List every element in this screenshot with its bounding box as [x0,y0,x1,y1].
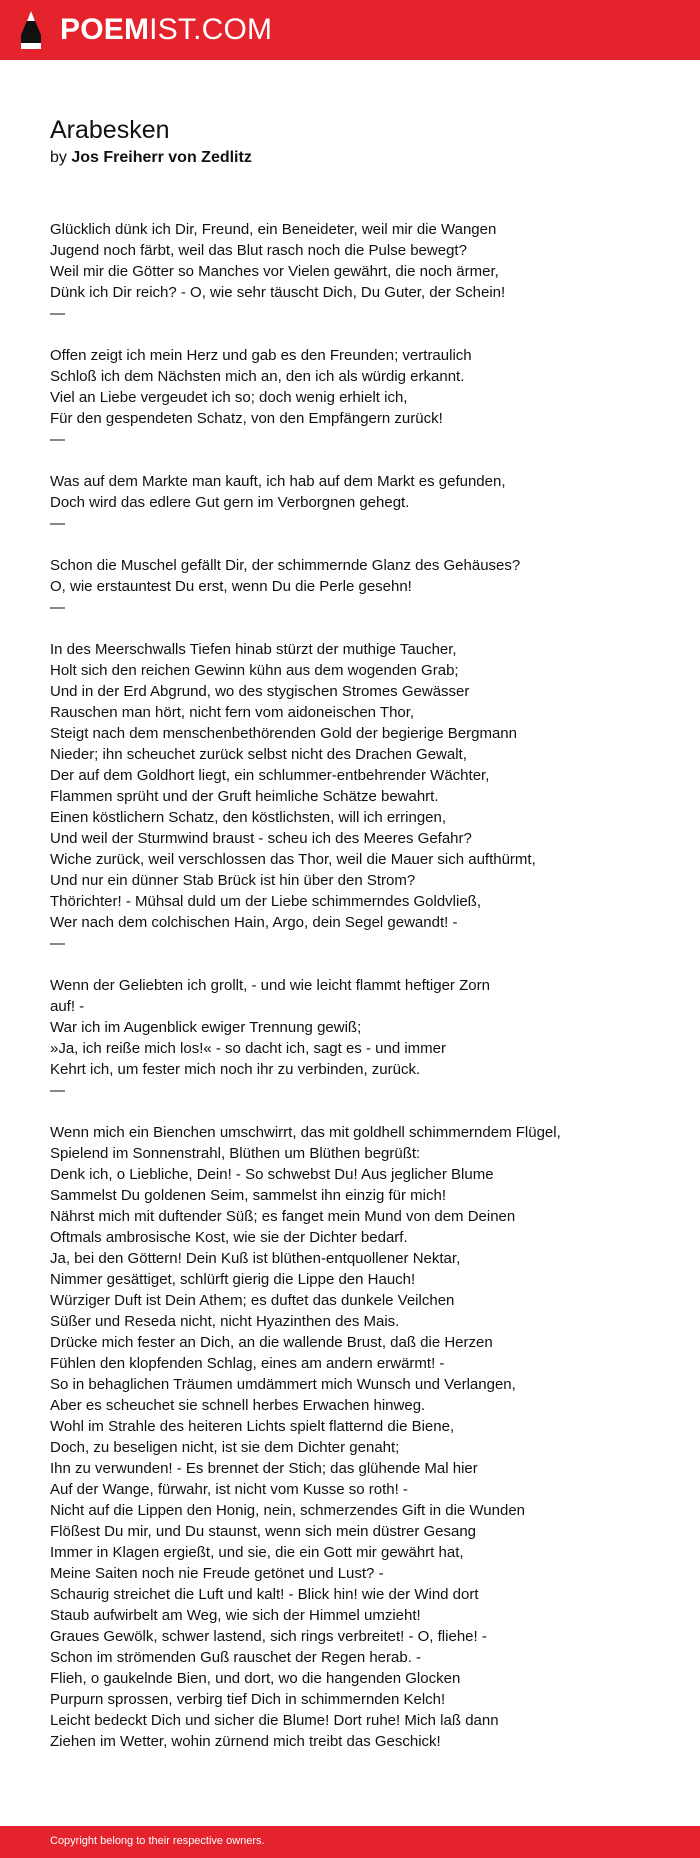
poem-line: Leicht bedeckt Dich und sicher die Blume! Dort ruhe! Mich laß dann [50,1712,499,1729]
poem-line: So in behaglichen Träumen umdämmert mich Wunsch und Verlangen, [50,1376,516,1393]
poem-stanza [50,639,670,954]
poem-line: Auf der Wange, fürwahr, ist nicht vom Kusse so roth! - [50,1481,408,1498]
poem-line: Für den gespendeten Schatz, von den Empfängern zurück! [50,410,443,427]
byline-prefix: by [50,149,72,166]
poem-line: Und weil der Sturmwind braust - scheu ich des Meeres Gefahr? [50,830,472,847]
poem-line: Offen zeigt ich mein Herz und gab es den Freunden; vertraulich [50,347,472,364]
poem-line: Wenn mich ein Bienchen umschwirrt, das mit goldhell schimmerndem Flügel, [50,1124,561,1141]
poem-line: Graues Gewölk, schwer lastend, sich rings verbreitet! - O, fliehe! - [50,1628,487,1645]
poem-line: Fühlen den klopfenden Schlag, eines am andern erwärmt! - [50,1355,445,1372]
poem-line: Einen köstlichern Schatz, den köstlichsten, will ich erringen, [50,809,447,826]
stanza-separator: — [50,431,65,448]
poem-stanza [50,1122,670,1752]
copyright-text: Copyright belong to their respective owners. [50,1835,265,1847]
poem-line: Würziger Duft ist Dein Athem; es duftet das dunkele Veilchen [50,1292,455,1309]
poem-line: Und nur ein dünner Stab Brück ist hin über den Strom? [50,872,416,889]
poem-line: Wenn der Geliebten ich grollt, - und wie leicht flammt heftiger Zorn [50,977,490,994]
poem-line: Glücklich dünk ich Dir, Freund, ein Beneideter, weil mir die Wangen [50,221,497,238]
poem-line: Steigt nach dem menschenbethörenden Gold der begierige Bergmann [50,725,517,742]
poem-line: Nieder; ihn scheuchet zurück selbst nicht des Drachen Gewalt, [50,746,467,763]
poem-line: Süßer und Reseda nicht, nicht Hyazinthen des Mais. [50,1313,400,1330]
poem-line: Nicht auf die Lippen den Honig, nein, schmerzendes Gift in die Wunden [50,1502,526,1519]
poem-stanza [50,345,670,450]
stanza-separator: — [50,1082,65,1099]
poem-line: Immer in Klagen ergießt, und sie, die ein Gott mir gewährt hat, [50,1544,464,1561]
poem-line: Kehrt ich, um fester mich noch ihr zu verbinden, zurück. [50,1061,421,1078]
poem-stanza [50,975,670,1101]
poem-line: Nimmer gesättiget, schlürft gierig die Lippe den Hauch! [50,1271,416,1288]
pencil-icon[interactable] [18,9,44,53]
poem-line: Ja, bei den Göttern! Dein Kuß ist blüthen-entquollener Nektar, [50,1250,461,1267]
poem-line: Flößest Du mir, und Du staunst, wenn sich mein düstrer Gesang [50,1523,477,1540]
poem-line: Schloß ich dem Nächsten mich an, den ich als würdig erkannt. [50,368,465,385]
poem-line: Spielend im Sonnenstrahl, Blüthen um Blüthen begrüßt: [50,1145,421,1162]
poem-line: Schon die Muschel gefällt Dir, der schimmernde Glanz des Gehäuses? [50,557,521,574]
poem-line: Wiche zurück, weil verschlossen das Thor, weil die Mauer sich aufthürmt, [50,851,536,868]
site-footer [0,1826,700,1858]
poem-line: Schaurig streichet die Luft und kalt! - Blick hin! wie der Wind dort [50,1586,479,1603]
poem-line: Was auf dem Markte man kauft, ich hab auf dem Markt es gefunden, [50,473,506,490]
poem-body [50,219,670,1773]
poem-line: Nährst mich mit duftender Süß; es fanget mein Mund von dem Deinen [50,1208,516,1225]
poem-line: Wer nach dem colchischen Hain, Argo, dein Segel gewandt! - [50,914,458,931]
poem-line: Rauschen man hört, nicht fern vom aidoneischen Thor, [50,704,415,721]
poem-line: Weil mir die Götter so Manches vor Vielen gewährt, die noch ärmer, [50,263,499,280]
poem-stanza [50,471,670,534]
poem-title: Arabesken [50,116,170,144]
poem-line: Staub aufwirbelt am Weg, wie sich der Himmel umzieht! [50,1607,421,1624]
poem-line: Doch wird das edlere Gut gern im Verborgnen gehegt. [50,494,410,511]
poem-line: Thörichter! - Mühsal duld um der Liebe schimmerndes Goldvließ, [50,893,482,910]
poem-line: Aber es scheuchet sie schnell herbes Erwachen hinweg. [50,1397,426,1414]
logo-light-text: IST.COM [149,13,273,46]
author-name[interactable]: Jos Freiherr von Zedlitz [71,149,252,166]
poem-stanza [50,555,670,618]
poem-line: Wohl im Strahle des heiteren Lichts spielt flatternd die Biene, [50,1418,455,1435]
site-header [0,0,700,60]
poem-line: Meine Saiten noch nie Freude getönet und Lust? - [50,1565,384,1582]
poem-line: Purpurn sprossen, verbirg tief Dich in schimmernden Kelch! [50,1691,446,1708]
poem-line: Holt sich den reichen Gewinn kühn aus dem wogenden Grab; [50,662,459,679]
poem-line: Denk ich, o Liebliche, Dein! - So schwebst Du! Aus jeglicher Blume [50,1166,494,1183]
stanza-separator: — [50,305,65,322]
stanza-separator: — [50,935,65,952]
poem-line: auf! - [50,998,85,1015]
poem-line: Der auf dem Goldhort liegt, ein schlummer-entbehrender Wächter, [50,767,490,784]
poem-line: O, wie erstauntest Du erst, wenn Du die Perle gesehn! [50,578,412,595]
logo-bold-text: POEM [60,13,150,46]
poem-stanza [50,219,670,324]
poem-line: Ziehen im Wetter, wohin zürnend mich treibt das Geschick! [50,1733,441,1750]
poem-line: »Ja, ich reiße mich los!« - so dacht ich, sagt es - und immer [50,1040,446,1057]
poem-line: Schon im strömenden Guß rauschet der Regen herab. - [50,1649,422,1666]
poem-line: Jugend noch färbt, weil das Blut rasch noch die Pulse bewegt? [50,242,467,259]
site-logo[interactable] [60,10,272,50]
poem-line: Drücke mich fester an Dich, an die wallende Brust, daß die Herzen [50,1334,493,1351]
author-byline [50,149,252,167]
stanza-separator: — [50,599,65,616]
poem-line: In des Meerschwalls Tiefen hinab stürzt der muthige Taucher, [50,641,457,658]
poem-line: Flammen sprüht und der Gruft heimliche Schätze bewahrt. [50,788,439,805]
poem-line: Doch, zu beseligen nicht, ist sie dem Dichter genaht; [50,1439,400,1456]
poem-line: Sammelst Du goldenen Seim, sammelst ihn einzig für mich! [50,1187,446,1204]
poem-line: Und in der Erd Abgrund, wo des stygischen Stromes Gewässer [50,683,470,700]
poem-line: Viel an Liebe vergeudet ich so; doch wenig erhielt ich, [50,389,408,406]
stanza-separator: — [50,515,65,532]
poem-line: Ihn zu verwunden! - Es brennet der Stich; das glühende Mal hier [50,1460,478,1477]
poem-line: Flieh, o gaukelnde Bien, und dort, wo die hangenden Glocken [50,1670,461,1687]
poem-line: War ich im Augenblick ewiger Trennung gewiß; [50,1019,362,1036]
poem-line: Dünk ich Dir reich? - O, wie sehr täuscht Dich, Du Guter, der Schein! [50,284,506,301]
poem-line: Oftmals ambrosische Kost, wie sie der Dichter bedarf. [50,1229,408,1246]
